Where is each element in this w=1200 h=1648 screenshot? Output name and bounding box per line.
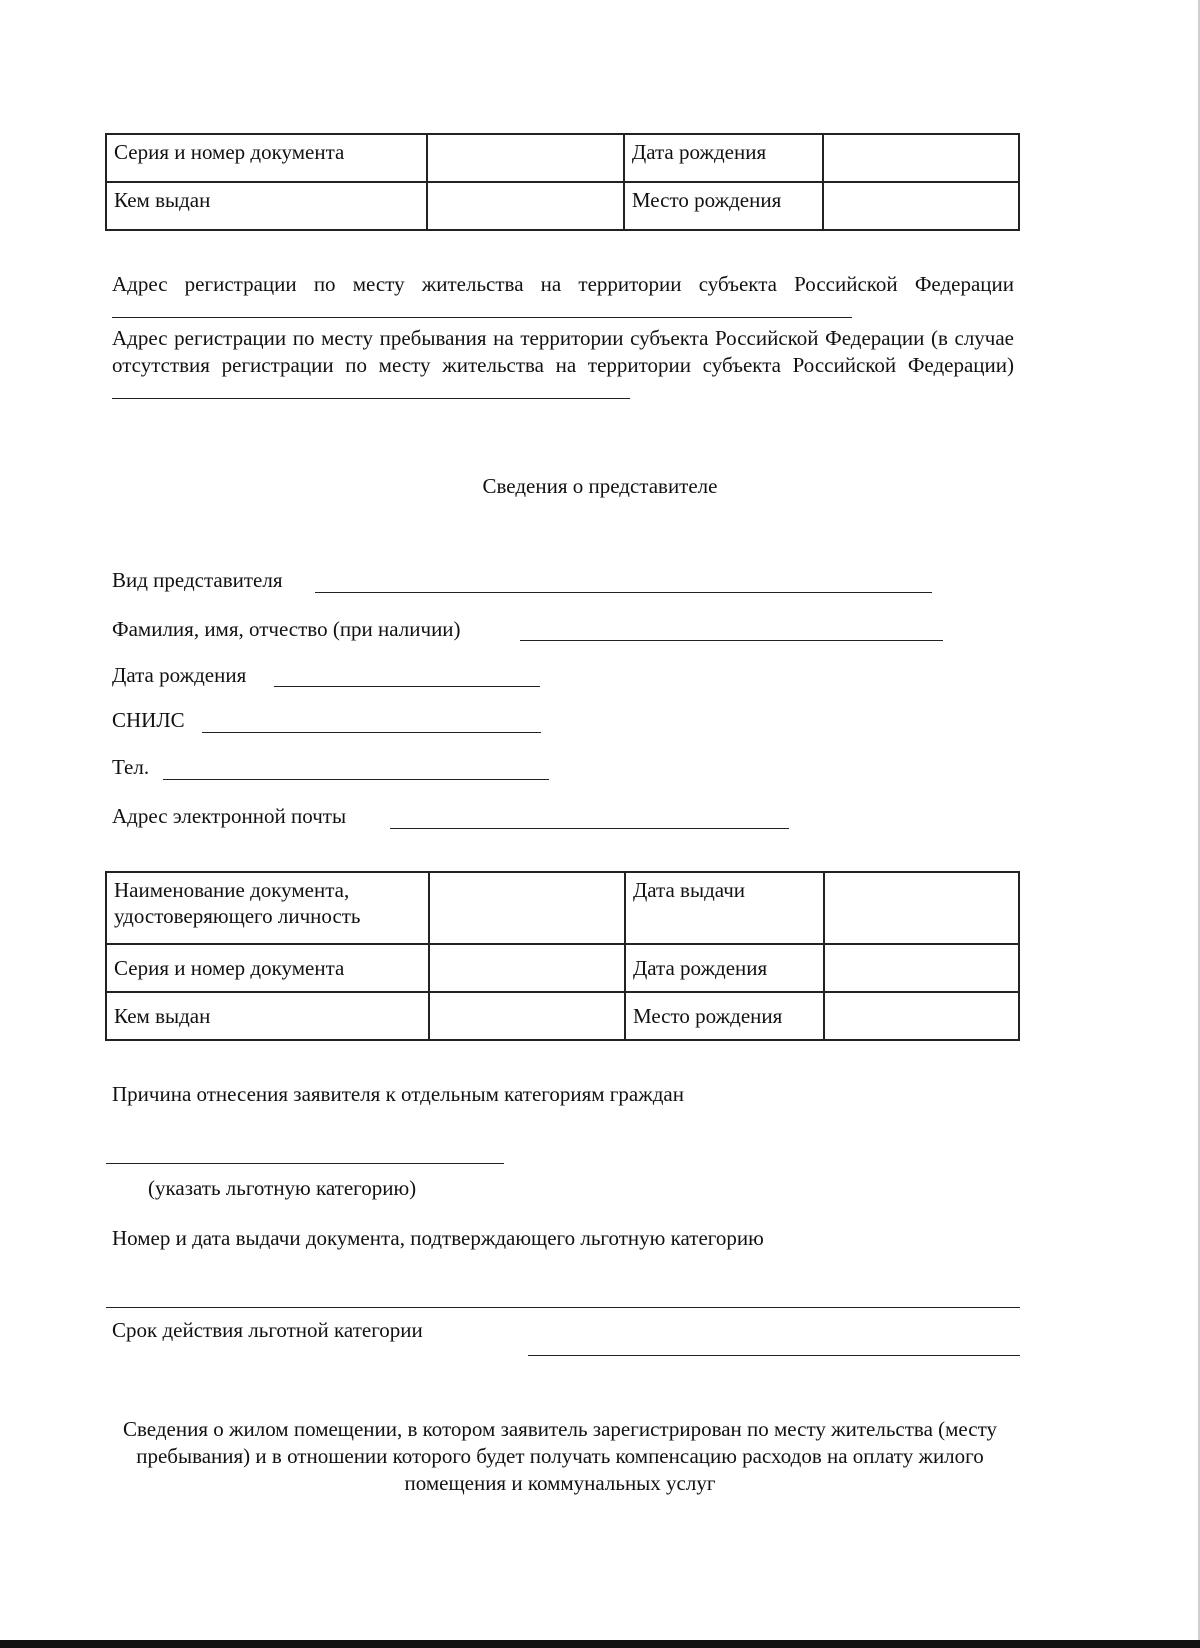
residence-address-label: Адрес регистрации по месту жительства на территории субъекта Российской Федерации — [112, 272, 1014, 296]
table-row — [106, 182, 1019, 230]
representative-email-label: Адрес электронной почты — [112, 804, 347, 828]
issued-by-label: Кем выдан — [106, 182, 427, 230]
series-number-label: Серия и номер документа — [106, 944, 429, 992]
representative-type-label: Вид представителя — [112, 568, 283, 592]
representative-phone-label: Тел. — [112, 755, 150, 779]
representative-fio-label: Фамилия, имя, отчество (при наличии) — [112, 617, 461, 641]
housing-heading: Сведения о жилом помещении, в котором заявитель зарегистрирован по месту жительства (месту пребывания) и в отношении которого будет получать компенсацию расходов на оплату жилого помещения и коммунальных услуг — [123, 1417, 997, 1495]
birthplace-label: Место рождения — [625, 992, 824, 1040]
category-validity-line[interactable] — [528, 1355, 1020, 1356]
issue-date-value[interactable] — [824, 872, 1019, 944]
birthdate-label: Дата рождения — [624, 134, 824, 182]
representative-heading: Сведения о представителе — [482, 474, 718, 498]
representative-fio-line[interactable] — [520, 640, 943, 641]
birthplace-value[interactable] — [823, 182, 1019, 230]
stay-address-line[interactable] — [112, 380, 630, 399]
birthdate-label: Дата рождения — [625, 944, 824, 992]
category-document-line[interactable] — [106, 1307, 1020, 1308]
series-number-label: Серия и номер документа — [106, 134, 427, 182]
scan-bottom-edge — [0, 1640, 1200, 1648]
category-hint: (указать льготную категорию) — [148, 1176, 417, 1200]
table-row — [106, 992, 1019, 1040]
series-number-value[interactable] — [429, 944, 625, 992]
issued-by-value[interactable] — [429, 992, 625, 1040]
residence-address-line[interactable] — [112, 299, 852, 318]
issued-by-label: Кем выдан — [106, 992, 429, 1040]
applicant-document-table — [105, 133, 1020, 231]
representative-snils-label: СНИЛС — [112, 708, 185, 732]
category-document-label: Номер и дата выдачи документа, подтверждающего льготную категорию — [112, 1226, 764, 1250]
representative-birthdate-label: Дата рождения — [112, 663, 247, 687]
representative-snils-line[interactable] — [202, 732, 541, 733]
id-document-name-value[interactable] — [429, 872, 625, 944]
issue-date-label: Дата выдачи — [625, 872, 824, 944]
id-document-name-label: Наименование документа, удостоверяющего личность — [106, 872, 429, 944]
stay-address-label: Адрес регистрации по месту пребывания на территории субъекта Российской Федерации (в случае отсутствия регистрации по месту жительства на территории субъекта Российской Федерации) — [112, 326, 1014, 377]
representative-birthdate-line[interactable] — [274, 686, 540, 687]
representative-phone-line[interactable] — [163, 779, 549, 780]
residence-address-block — [112, 271, 1014, 325]
issued-by-value[interactable] — [427, 182, 624, 230]
representative-document-table — [105, 871, 1020, 1041]
table-row — [106, 872, 1019, 944]
representative-email-line[interactable] — [390, 828, 789, 829]
stay-address-block — [112, 325, 1014, 406]
category-validity-label: Срок действия льготной категории — [112, 1318, 423, 1342]
series-number-value[interactable] — [427, 134, 624, 182]
birthplace-value[interactable] — [824, 992, 1019, 1040]
birthdate-value[interactable] — [823, 134, 1019, 182]
birthplace-label: Место рождения — [624, 182, 824, 230]
table-row — [106, 944, 1019, 992]
representative-type-line[interactable] — [315, 592, 932, 593]
birthdate-value[interactable] — [824, 944, 1019, 992]
table-row — [106, 134, 1019, 182]
category-reason-label: Причина отнесения заявителя к отдельным категориям граждан — [112, 1082, 684, 1106]
category-reason-line[interactable] — [106, 1163, 504, 1164]
